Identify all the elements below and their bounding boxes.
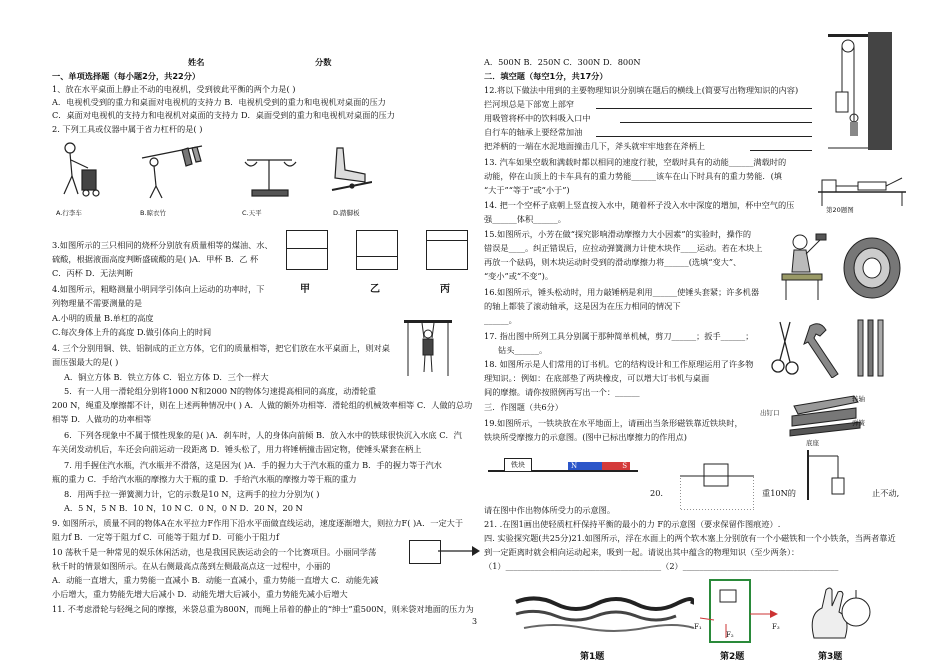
foot-pedal-figure (332, 148, 372, 190)
caption-figure-3: 第3题 (818, 652, 843, 662)
luggage-cart-figure (64, 143, 99, 196)
f16-stem-2: 的轴上都装了滚动轴承，这是因为在压力相同的情况下 (484, 301, 681, 311)
f17-stem-1: 17. 指出图中所列工具分别属于那种简单机械，剪刀______；扳手______； (484, 331, 754, 341)
q9-options: A．5 N，5 N B．10 N，10 N C．0 N，0 N D．20 N，20 N (64, 503, 303, 513)
f12d: 把斧柄的一端在水泥地面撞击几下，斧头就牢牢地套在斧柄上 (484, 141, 706, 151)
blank-line-12b (620, 122, 812, 123)
pulley-gentleman-figure (828, 32, 894, 150)
f19-stem-2: 铁块所受摩擦力的示意图。(图中已标出摩擦力的作用点) (484, 432, 687, 442)
force-f2: F₂ (726, 631, 734, 639)
wrench-icon (804, 324, 838, 378)
section-2-title: 二．填空题（每空1分，共17分） (484, 71, 608, 81)
f12b: 用吸管将杯中的饮料吸入口中 (484, 113, 591, 123)
clothes-pole-figure (142, 146, 202, 198)
q2-stem: 2. 下列工具或仪器中属于省力杠杆的是( ) (52, 124, 203, 134)
q12-options: A．500N B．250N C．300N D．800N (484, 57, 641, 67)
pullup-figure (402, 316, 454, 378)
q11-stem-2: 秋千时的情景如图所示。在从右侧最高点荡到左侧最高点这一过程中，小丽的 (52, 561, 331, 571)
q4-options-cd: C.每次身体上升的高度 D.做引体向上的时间 (52, 327, 212, 337)
q3-stem-2: 硫酸，根据液面高度判断盛硫酸的是( )A．甲杯 B．乙 杯 (52, 254, 259, 264)
caption-figure-2: 第2题 (720, 652, 745, 662)
f21-answer-lines: （1）______________________________________（2）______________________________________ (484, 561, 839, 571)
q3-stem-1: 3.如图所示的三只相同的烧杯分别放有质量相等的煤油、水、 (52, 240, 273, 250)
q2-label-a: A.行李车 (56, 209, 82, 217)
stapler-label-spring: 弹簧 (852, 419, 865, 427)
page-number: 3 (472, 617, 478, 626)
cup-label-yi: 乙 (370, 284, 380, 295)
q10-stem-2: 阻力f B．一定等于阻力f C．可能等于阻力f D．可能小于阻力f (52, 532, 280, 542)
f13-stem-2: 动能，停在山顶上的卡车具有的重力势能______该车在山下时具有的重力势能．(填 (484, 171, 782, 181)
hammer-person (782, 234, 826, 300)
q6-stem-1: 5．有一人用一滑轮组分别将1000 N和2000 N的物体匀速提高相同的高度，动滑轮重 (64, 386, 377, 396)
stapler-label-base: 底座 (806, 439, 819, 447)
blank-line-12d (750, 150, 812, 151)
q11-stem-1: 10 荡秋千是一种常见的娱乐休闲活动，也是我国民族运动会的一个比赛项目。小丽同学荡 (52, 547, 377, 557)
f15-stem-2: 错误是____。纠正错误后，应拉动弹簧测力计使木块作____运动。若在木块上 (484, 243, 763, 253)
scissors-icon (772, 322, 798, 374)
f14-stem-1: 14. 把一个空杯子底朝上竖直按入水中，随着杯子没入水中深度的增加，杯中空气的压 (484, 200, 795, 210)
cup-label-bing: 丙 (440, 284, 450, 295)
force-f3: F₃ (772, 623, 780, 631)
pull-force-arrow (438, 544, 480, 558)
section-3-label: 三．作图题（共6分） (484, 402, 563, 412)
figure-2-door (700, 578, 790, 646)
section-4-stem: 四. 实验探究题(共25分)21.如图所示，浮在水面上的两个软木塞上分别放有一个小磁铁和一个小铁条，当两者靠近 (484, 533, 896, 543)
spring-scale-figure (818, 166, 908, 208)
q5-stem-1: 4. 三个分别用铜、铁、铝制成的正立方体，它们的质量相等，把它们放在水平桌面上，则对桌 (52, 343, 390, 353)
q5-stem-2: 面压强最大的是( ) (52, 357, 119, 367)
q7-stem-2: 车关闭发动机后，车还会向前运动一段距离 D．锤头松了，用力将锤柄撞击固定物，使锤头紧套在柄上 (52, 444, 422, 454)
f12-stem: 12.将以下做法中用到的主要物理知识分别填在题后的横线上(简要写出物理知识的内容) (484, 85, 799, 95)
f21-stem: 21. .在图1画出使轻质杠杆保持平衡的最小的力 F的示意图（要求保留作图痕迹）. (484, 519, 781, 529)
iron-block: 铁块 (504, 458, 532, 472)
drill-bits-icon (858, 320, 883, 376)
magnet-south: S (602, 462, 630, 470)
q2-label-d: D.踏脚板 (333, 209, 360, 217)
f17-stem-2: 钻头______。 (498, 345, 548, 355)
f16-stem-3: ______。 (484, 315, 517, 325)
fig20-caption: 第20题图 (826, 206, 854, 214)
f12a: 拦河坝总是下部宽上部窄 (484, 99, 575, 109)
q5-options: A．铜立方体 B．铁立方体 C．铝立方体 D．三个一样大 (64, 372, 269, 382)
f15-stem-3: 再放一个砝码，则木块运动时受到的滑动摩擦力将______(选填“变大”、 (484, 257, 742, 267)
q4-stem-1: 4.如图所示，粗略测量小明同学引体向上运动的功率时，下 (52, 284, 265, 294)
magnet-north: N (568, 462, 602, 470)
f18-stem-3: 间的摩擦。请你按照例再写出一个：______ (484, 387, 640, 397)
q6-stem-3: 相等 D．人做功的功率相等 (52, 414, 152, 424)
f13-stem-1: 13. 汽车如果空载和满载时都以相同的速度行驶，空载时具有的动能______满载时的 (484, 157, 787, 167)
q2-label-c: C.天平 (242, 209, 262, 217)
f14-stem-2: 强______体积______。 (484, 214, 566, 224)
q20-weight-text: 重10N的 (762, 488, 796, 498)
name-label: 姓名 (188, 57, 205, 67)
q3-stem-3: C．丙杯 D．无法判断 (52, 268, 133, 278)
figure-1-lever (514, 584, 694, 634)
stapler-label-axle: 转轴 (852, 395, 865, 403)
hanging-weight-figure (806, 450, 854, 500)
f16-stem-1: 16.如图所示，锤头松动时，用力敲锤柄是利用______使锤头套紧；许多机器 (484, 287, 760, 297)
cup-bing (426, 230, 468, 270)
score-label: 分数 (315, 57, 332, 67)
hammer-bearing-figure (776, 230, 906, 304)
q11-options-2: 小后增大，重力势能先增大后减小 D．动能先增大后减小，重力势能先减小后增大 (52, 589, 348, 599)
q6-stem-2: 200 N，绳重及摩擦都不计，则在上述两种情况中( ) A．人做的额外功相等．滑轮组的机械效率相等 C．人做的总功 (52, 400, 473, 410)
force-f1: F₁ (694, 623, 702, 631)
q1-options-ab: A．电视机受到的重力和桌面对电视机的支持力 B．电视机受到的重力和电视机对桌面的压力 (52, 97, 386, 107)
f15-stem-1: 15.如图所示，小芳在做“探究影响滑动摩擦力大小因素”的实验时，操作的 (484, 229, 752, 239)
balance-scale-figure (245, 160, 296, 196)
f12c: 自行车的轴承上要经常加油 (484, 127, 583, 137)
f18-stem-2: 理知识。：例如：在底部垫了两块橡皮，可以增大订书机与桌面 (484, 373, 710, 383)
floating-block-figure (680, 462, 754, 510)
q1-stem: 1、放在水平桌面上静止不动的电视机，受到彼此平衡的两个力是( ) (52, 84, 296, 94)
blank-line-12a (596, 108, 812, 109)
cup-label-jia: 甲 (300, 284, 310, 295)
q20-number: 20. (650, 488, 664, 498)
cup-yi (356, 230, 398, 270)
figure-3-hand (804, 582, 880, 646)
q8-stem-2: 瓶的重力 C．手给汽水瓶的摩擦力大于瓶的重 D．手给汽水瓶的摩擦力等于瓶的重力 (52, 474, 357, 484)
q7-stem-1: 6．下列各现象中不属于惯性现象的是( )A．刹车时，人的身体向前倾 B．放入水中的铁球很快沉入水底 C．汽 (64, 430, 462, 440)
f20-instruction: 请在图中作出物体所受力的示意图。 (484, 505, 616, 515)
q4-stem-2: 列物理量不需要测量的是 (52, 298, 143, 308)
q20-static-text: 止不动, (872, 488, 900, 498)
f13-stem-3: “大于”“等于”或“小于”) (484, 185, 570, 195)
q2-label-b: B.晾衣竹 (140, 209, 167, 217)
q2-tools-figure (52, 138, 372, 218)
f18-stem-1: 18. 如图所示是人们常用的订书机。它的结构设计和工作原理运用了许多物 (484, 359, 754, 369)
q9-stem: 8．用两手拉一弹簧测力计，它的示数是10 N，这两手的拉力分别为( ) (64, 489, 320, 499)
caption-figure-1: 第1题 (580, 652, 605, 662)
q4-options-ab: A.小明的质量 B.单杠的高度 (52, 313, 154, 323)
section-1-title: 一、单项选择题（每小题2分，共22分） (52, 71, 201, 81)
f19-stem-1: 19.如图所示，一铁块放在水平地面上，请画出当条形磁铁靠近铁块时， (484, 418, 743, 428)
block-a-figure (409, 540, 441, 564)
cup-jia (286, 230, 328, 270)
f15-stem-4: “变小”或“不变”)。 (484, 271, 554, 281)
q8-stem-1: 7. 用手握住汽水瓶，汽水瓶并不滑落，这是因为( )A．手的握力大于汽水瓶的重力 B．手的握力等于汽水 (64, 460, 442, 470)
blank-line-12c (596, 136, 812, 137)
q1-options-cd: C．桌面对电视机的支持力和电视机对桌面的支持力 D．桌面受到的重力和电视机对桌面的压力 (52, 110, 395, 120)
tools-figure (770, 318, 890, 378)
q12-stem: 11. 不考虑滑轮与轻绳之间的摩擦，米袋总重为800N，而绳上吊着的静止的“绅士”重500N，则米袋对地面的压力为 (52, 604, 474, 614)
f21-stem-2: 到一定距离时就会相向运动起来，吸到一起。请说出其中蕴含的物理知识（至少两条）： (484, 547, 800, 557)
q11-options-1: A．动能一直增大，重力势能一直减小 B．动能一直减小，重力势能一直增大 C．动能先减 (52, 575, 379, 585)
stapler-label-outlet: 出钉口 (760, 409, 780, 417)
q10-stem-1: 9. 如图所示，质量不同的物体A在水平拉力F作用下沿水平面做直线运动，速度逐渐增大，则拉力F( )A．一定大于 (52, 518, 464, 528)
ball-bearing (844, 238, 900, 298)
